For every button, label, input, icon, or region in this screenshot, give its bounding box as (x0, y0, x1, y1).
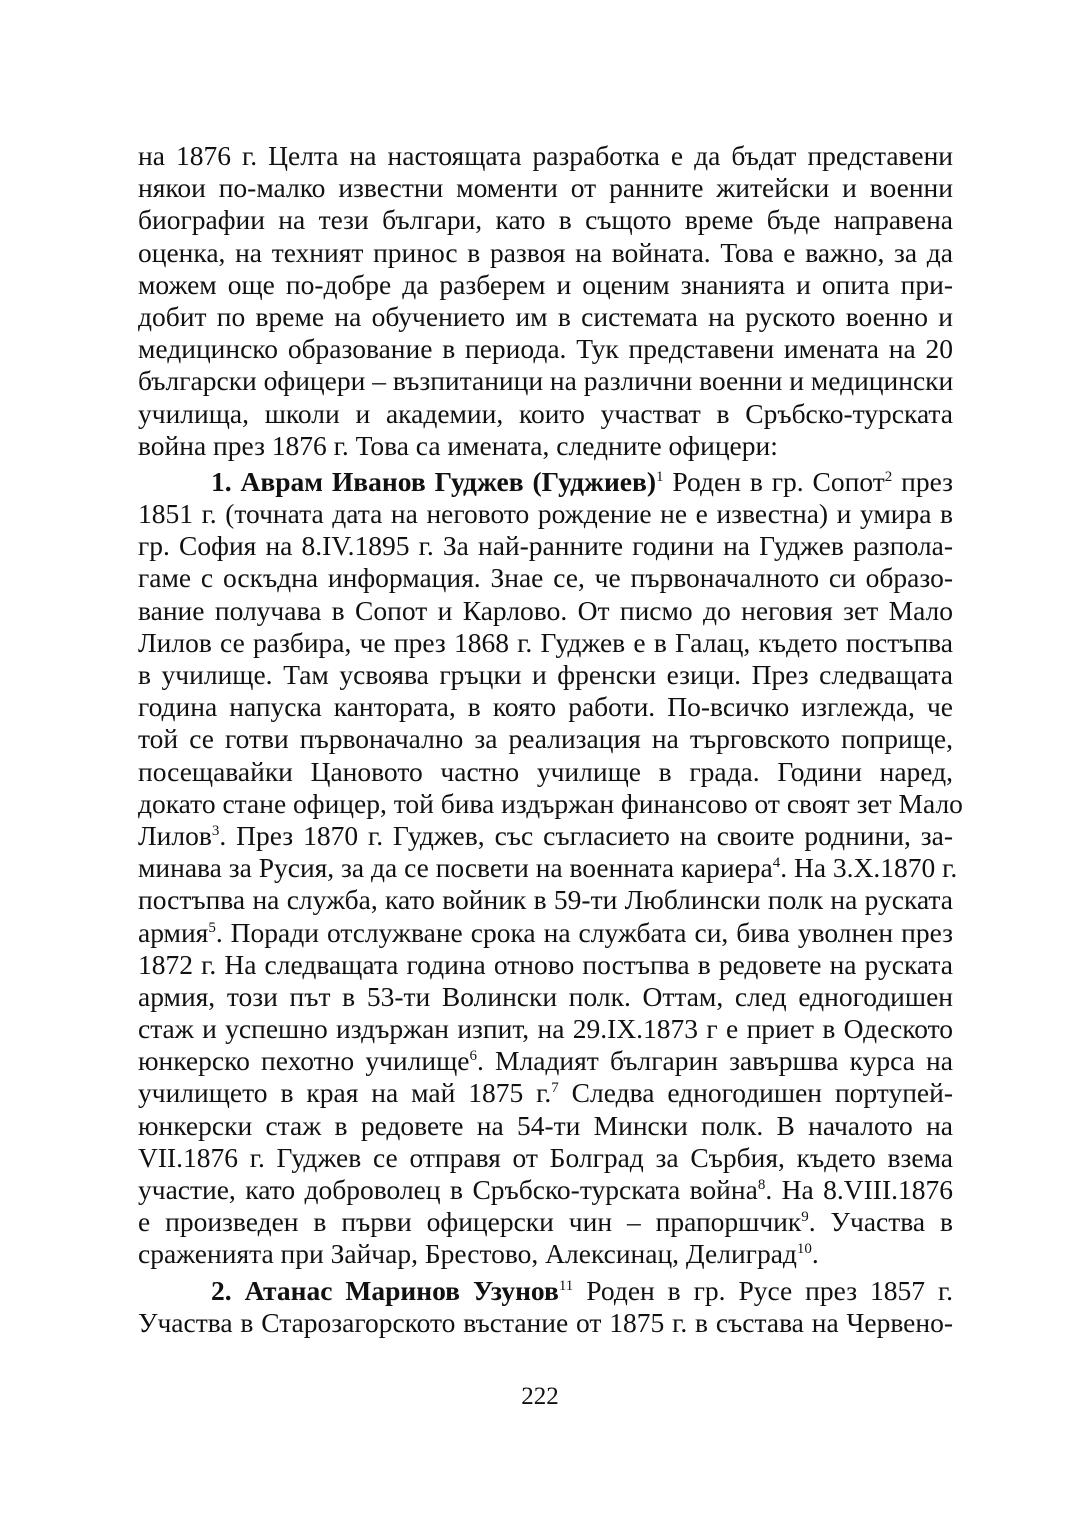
text-span: е произведен в първи офицерски чин – прапоршчик (138, 1206, 802, 1238)
page-body (138, 140, 963, 1339)
text-line: постъпва на служба, като войник в 59-ти Люблински полк на руската (138, 884, 953, 916)
text-line (138, 852, 958, 884)
text-line: можем още по-добре да разберем и оценим знанията и опита при- (138, 268, 953, 300)
text-span: . (811, 1238, 819, 1270)
text-line: в училище. Там усвоява гръцки и френски езици. През следващата (138, 659, 953, 690)
text-line (138, 1077, 953, 1109)
text-span: сраженията при Зайчар, Брестово, Алексинац, Делиград (138, 1238, 797, 1270)
text-span: през (892, 465, 954, 497)
text-span: . На 8.VIII.1876 (765, 1174, 953, 1205)
text-line: Лилов се разбира, че през 1868 г. Гуджев е в Галац, където постъпва (138, 626, 953, 658)
text-line: български офицери – възпитаници на различни военни и медицински (138, 365, 954, 397)
text-span: армия (138, 916, 209, 948)
text-span: . През 1870 г. Гуджев, със съгласието на своите роднини, за- (219, 819, 953, 851)
text-line: 1872 г. На следващата година отново постъпва в редовете на руската (138, 948, 953, 980)
text-line: гр. София на 8.IV.1895 г. За най-ранните години на Гуджев разпола- (138, 530, 953, 562)
text-line: гаме с оскъдна информация. Знае се, че първоначалното си образо- (138, 562, 953, 594)
footnote-ref: 3 (211, 822, 220, 839)
footnote-ref: 6 (469, 1048, 477, 1065)
text-line: вание получава в Сопот и Карлово. От писмо до неговия зет Мало (138, 594, 953, 626)
text-line: стаж и успешно издържан изпит, на 29.IX.1873 г е приет в Одеското (138, 1013, 953, 1045)
footnote-ref: 5 (208, 919, 216, 936)
entry-uzunov (138, 1275, 953, 1339)
text-line: биографии на тези българи, като в същото време бъде направена (138, 204, 953, 236)
text-span: . Участва в (808, 1206, 954, 1238)
text-line (138, 1206, 953, 1238)
text-span: . Младият българин завършва курса на (476, 1045, 953, 1077)
text-line (138, 917, 953, 949)
footnote-ref: 4 (772, 855, 781, 872)
text-span: . Поради отслужване срока на службата си, бива уволнен през (215, 916, 953, 948)
footnote-ref: 8 (757, 1177, 766, 1193)
text-span: юнкерско пехотно училище (138, 1045, 470, 1077)
text-line: медицинско образование в периода. Тук представени имената на 20 (138, 333, 953, 365)
text-line (138, 1045, 953, 1077)
footnote-ref: 1 (656, 468, 664, 485)
text-line: оценка, на техният принос в развоя на войната. Това е важно, за да (138, 236, 953, 268)
footnote-ref: 10 (796, 1241, 812, 1258)
text-line: някои по-малко известни моменти от ранните житейски и военни (138, 172, 953, 204)
text-line: юнкерски стаж в редовете на 54-ти Мински полк. В началото на (138, 1109, 953, 1141)
footnote-ref: 7 (551, 1080, 559, 1097)
entry-name-uzunov: 2. Атанас Маринов Узунов (211, 1274, 559, 1306)
entry-name-gudzhev: 1. Аврам Иванов Гуджев (Гуджиев) (211, 465, 657, 497)
text-line: армия, този път в 53-ти Волински полк. Оттам, след едногодишен (138, 980, 953, 1012)
text-line: посещавайки Цановото частно училище в града. Години наред, (138, 755, 953, 787)
text-line: VII.1876 г. Гуджев се отправя от Болград за Сърбия, където взема (138, 1141, 953, 1173)
text-line (138, 1174, 953, 1206)
entry-heading-line (138, 466, 953, 498)
text-line: училища, школи и академии, които участват в Сръбско-турската (138, 397, 953, 429)
text-line: 1851 г. (точната дата на неговото рождение не е известна) и умира в (138, 498, 953, 530)
text-span: Роден в гр. Русе през 1857 г. (573, 1274, 953, 1306)
text-span: минава за Русия, за да се посвети на военната кариера (138, 852, 773, 884)
text-line: той се готви първоначално за реализация на търговското поприще, (138, 723, 953, 755)
text-line: на 1876 г. Целта на настоящата разработка е да бъдат представени (138, 140, 953, 171)
text-line: година напуска кантората, в която работи. По-всичко изглежда, че (138, 691, 953, 723)
footnote-ref: 11 (558, 1277, 574, 1294)
text-span: Следва едногодишен портупей- (558, 1077, 953, 1109)
text-line (138, 820, 953, 852)
intro-paragraph (138, 140, 953, 462)
footnote-ref: 9 (801, 1209, 809, 1226)
text-span: Лилов (138, 819, 212, 851)
footnote-ref: 2 (884, 468, 893, 485)
text-line: докато стане офицер, той бива издържан финансово от своят зет Мало (138, 787, 963, 819)
page-number: 222 (521, 1383, 559, 1410)
text-span: . На 3.X.1870 г. (780, 852, 958, 884)
text-line (138, 1238, 953, 1270)
entry-gudzhev (138, 465, 963, 1271)
entry-heading-line (138, 1275, 953, 1307)
text-line: война през 1876 г. Това са имената, следните офицери: (138, 429, 778, 461)
text-line: Участва в Старозагорското въстание от 1875 г. в състава на Червено- (138, 1306, 953, 1338)
text-span: Роден в гр. Сопот (663, 465, 885, 497)
text-span: участие, като доброволец в Сръбско-турската война (138, 1174, 758, 1205)
text-line: добит по време на обучението им в системата на руското военно и (138, 300, 953, 332)
text-span: училището в края на май 1875 г. (138, 1077, 552, 1109)
